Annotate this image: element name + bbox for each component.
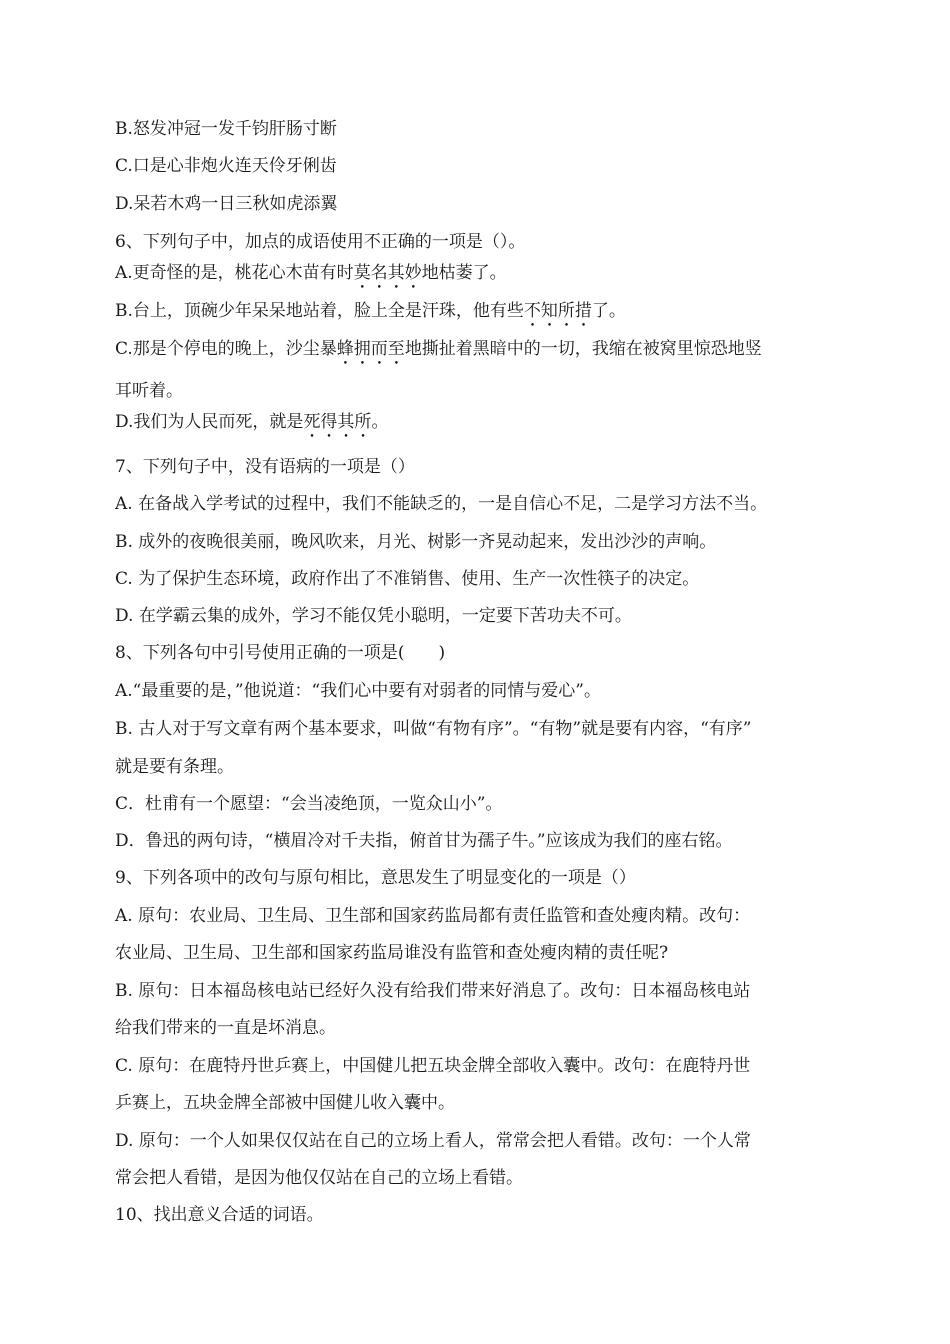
option-line: A.更奇怪的是，桃花心木苗有时莫名其妙地枯萎了。 — [115, 263, 507, 283]
dotted-idiom: 蜂拥而至 — [336, 339, 405, 359]
option-line-continuation: 就是要有条理。 — [115, 757, 234, 777]
option-line: C．杜甫有一个愿望：“会当凌绝顶，一览众山小”。 — [115, 794, 503, 814]
question-6-stem: 6、下列句子中，加点的成语使用不正确的一项是（）。 — [115, 232, 526, 252]
option-line-continuation: 常会把人看错，是因为他仅仅站在自己的立场上看错。 — [115, 1168, 523, 1188]
question-10-stem: 10、找出意义合适的词语。 — [115, 1205, 324, 1225]
option-line: C. 原句：在鹿特丹世乒赛上，中国健儿把五块金牌全部收入囊中。改句：在鹿特丹世 — [115, 1056, 751, 1076]
option-line: D. 在学霸云集的成外，学习不能仅凭小聪明，一定要下苦功夫不可。 — [115, 606, 632, 626]
option-line: B.怒发冲冠一发千钧肝肠寸断 — [115, 119, 337, 139]
option-line-continuation: 乒赛上，五块金牌全部被中国健儿收入囊中。 — [115, 1093, 455, 1113]
option-line: D.呆若木鸡一日三秋如虎添翼 — [115, 194, 338, 214]
option-line: C. 为了保护生态环境，政府作出了不准销售、使用、生产一次性筷子的决定。 — [115, 569, 700, 589]
option-line-continuation: 农业局、卫生局、卫生部和国家药监局谁没有监管和查处瘦肉精的责任呢? — [115, 943, 669, 963]
dotted-idiom: 不知所措 — [523, 301, 592, 321]
question-9-stem: 9、下列各项中的改句与原句相比，意思发生了明显变化的一项是（） — [115, 868, 636, 888]
question-7-stem: 7、下列句子中，没有语病的一项是（） — [115, 457, 415, 477]
option-line-continuation: 耳听着。 — [115, 381, 183, 401]
option-line: B. 原句：日本福岛核电站已经好久没有给我们带来好消息了。改句：日本福岛核电站 — [115, 981, 751, 1001]
dotted-idiom: 死得其所 — [303, 412, 372, 432]
option-line: B.台上，顶碗少年呆呆地站着，脸上全是汗珠，他有些不知所措了。 — [115, 301, 626, 321]
question-8-stem: 8、下列各句中引号使用正确的一项是( ) — [115, 643, 446, 663]
option-line: A. 原句：农业局、卫生局、卫生部和国家药监局都有责任监管和查处瘦肉精。改句： — [115, 906, 751, 926]
option-line: C.那是个停电的晚上，沙尘暴蜂拥而至地撕扯着黑暗中的一切，我缩在被窝里惊恐地竖 — [115, 339, 762, 359]
option-line: B. 古人对于写文章有两个基本要求，叫做“有物有序”。“有物”就是要有内容，“有序” — [115, 719, 752, 739]
option-line: B. 成外的夜晚很美丽，晚风吹来，月光、树影一齐晃动起来，发出沙沙的声响。 — [115, 532, 717, 552]
option-line: C.口是心非炮火连天伶牙俐齿 — [115, 156, 337, 176]
option-line: D.我们为人民而死，就是死得其所。 — [115, 412, 389, 432]
dotted-idiom: 莫名其妙 — [353, 263, 422, 283]
option-line: D．鲁迅的两句诗，“横眉冷对千夫指，俯首甘为孺子牛。”应该成为我们的座右铭。 — [115, 831, 733, 851]
option-line: D. 原句：一个人如果仅仅站在自己的立场上看人，常常会把人看错。改句：一个人常 — [115, 1131, 751, 1151]
option-line: A.“最重要的是，”他说道：“我们心中要有对弱者的同情与爱心”。 — [115, 681, 601, 701]
option-line: A. 在备战入学考试的过程中，我们不能缺乏的，一是自信心不足，二是学习方法不当。 — [115, 494, 768, 514]
option-line-continuation: 给我们带来的一直是坏消息。 — [115, 1018, 336, 1038]
